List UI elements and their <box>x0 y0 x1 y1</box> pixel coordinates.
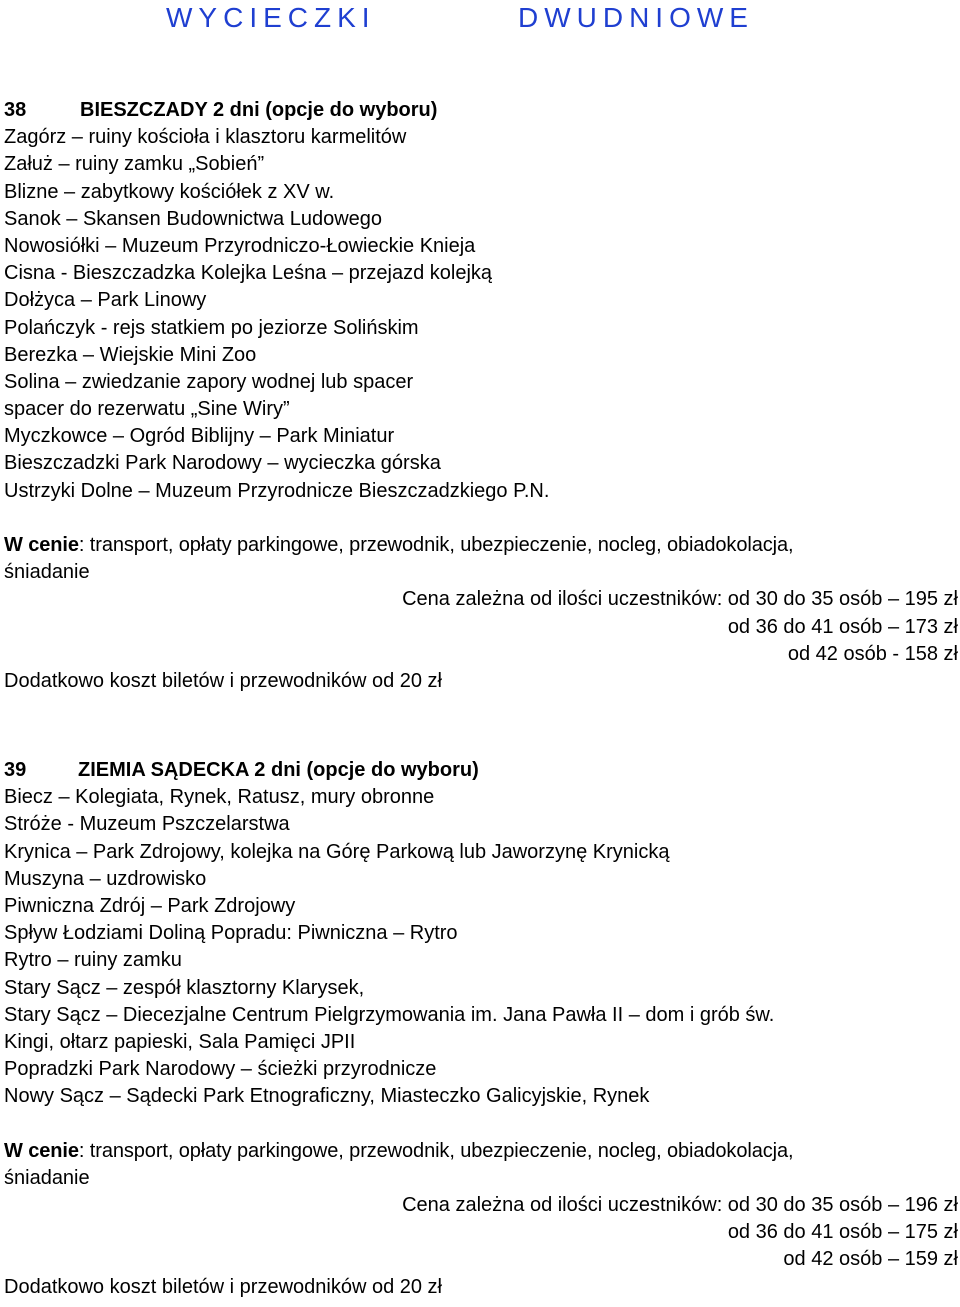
trip-title <box>4 757 960 784</box>
list-item: Kingi, ołtarz papieski, Sala Pamięci JPII <box>4 1030 356 1053</box>
list-item: Polańczyk - rejs statkiem po jeziorze Solińskim <box>4 316 419 339</box>
trip-name: ZIEMIA SĄDECKA 2 dni (opcje do wyboru) <box>78 759 479 781</box>
price-includes-label: W cenie <box>4 534 79 556</box>
list-item: Blizne – zabytkowy kościółek z XV w. <box>4 180 335 203</box>
price-includes-cont: śniadanie <box>4 561 90 584</box>
list-item: Piwniczna Zdrój – Park Zdrojowy <box>4 894 296 917</box>
list-item: Załuż – ruiny zamku „Sobień” <box>4 153 265 176</box>
list-item: Cisna - Bieszczadzka Kolejka Leśna – przejazd kolejką <box>4 262 493 285</box>
list-item: Muszyna – uzdrowisko <box>4 867 207 890</box>
list-item: Krynica – Park Zdrojowy, kolejka na Górę Parkową lub Jaworzynę Krynicką <box>4 840 670 863</box>
trip-39 <box>4 757 960 1301</box>
page-header <box>0 0 960 40</box>
price-row: Cena zależna od ilości uczestników: od 30 do 35 osób – 195 zł <box>402 588 958 611</box>
price-row: od 36 do 41 osób – 175 zł <box>727 1221 958 1244</box>
list-item: spacer do rezerwatu „Sine Wiry” <box>4 398 290 421</box>
list-item: Nowosiółki – Muzeum Przyrodniczo-Łowieckie Knieja <box>4 234 476 257</box>
price-row: od 42 osób – 159 zł <box>783 1248 958 1271</box>
price-includes-label: W cenie <box>4 1139 79 1162</box>
list-item: Nowy Sącz – Sądecki Park Etnograficzny, Miasteczko Galicyjskie, Rynek <box>4 1085 650 1108</box>
list-item: Popradzki Park Narodowy – ścieżki przyrodnicze <box>4 1058 437 1081</box>
price-row: Cena zależna od ilości uczestników: od 30 do 35 osób – 196 zł <box>402 1194 958 1216</box>
list-item: Myczkowce – Ogród Biblijny – Park Miniatur <box>4 425 395 448</box>
list-item: Dołżyca – Park Linowy <box>4 289 207 312</box>
extra-cost: Dodatkowo koszt biletów i przewodników od 20 zł <box>4 669 442 692</box>
list-item: Sanok – Skansen Budownictwa Ludowego <box>4 207 383 230</box>
header-right: DWUDNIOWE <box>518 2 754 33</box>
price-includes-cont: śniadanie <box>4 1166 90 1189</box>
list-item: Solina – zwiedzanie zapory wodnej lub spacer <box>4 370 414 393</box>
price-row: od 42 osób - 158 zł <box>787 642 958 665</box>
list-item: Rytro – ruiny zamku <box>4 949 182 972</box>
trip-name: BIESZCZADY 2 dni (opcje do wyboru) <box>80 99 438 121</box>
list-item: Stary Sącz – zespół klasztorny Klarysek, <box>4 976 365 999</box>
list-item: Berezka – Wiejskie Mini Zoo <box>4 343 257 366</box>
trip-number: 39 <box>4 759 27 781</box>
list-item: Biecz – Kolegiata, Rynek, Ratusz, mury obronne <box>4 786 435 809</box>
list-item: Zagórz – ruiny kościoła i klasztoru karmelitów <box>4 126 407 149</box>
list-item: Ustrzyki Dolne – Muzeum Przyrodnicze Bieszczadzkiego P.N. <box>4 479 550 502</box>
extra-cost: Dodatkowo koszt biletów i przewodników od 20 zł <box>4 1275 442 1298</box>
list-item: Bieszczadzki Park Narodowy – wycieczka górska <box>4 452 441 475</box>
price-includes-text: : transport, opłaty parkingowe, przewodnik, ubezpieczenie, nocleg, obiadokolacja, <box>78 1139 794 1162</box>
price-includes <box>4 532 960 559</box>
list-item: Stary Sącz – Diecezjalne Centrum Pielgrzymowania im. Jana Pawła II – dom i grób św. <box>4 1003 775 1026</box>
price-includes <box>4 1138 960 1165</box>
trip-title <box>4 97 960 124</box>
price-includes-text: : transport, opłaty parkingowe, przewodnik, ubezpieczenie, nocleg, obiadokolacja, <box>78 534 794 556</box>
list-item: Spływ Łodziami Doliną Popradu: Piwniczna – Rytro <box>4 922 458 945</box>
price-row: od 36 do 41 osób – 173 zł <box>727 615 958 638</box>
list-item: Stróże - Muzeum Pszczelarstwa <box>4 813 290 836</box>
header-left: WYCIECZKI <box>166 2 376 33</box>
trip-number: 38 <box>4 99 27 121</box>
trip-38 <box>4 97 960 695</box>
